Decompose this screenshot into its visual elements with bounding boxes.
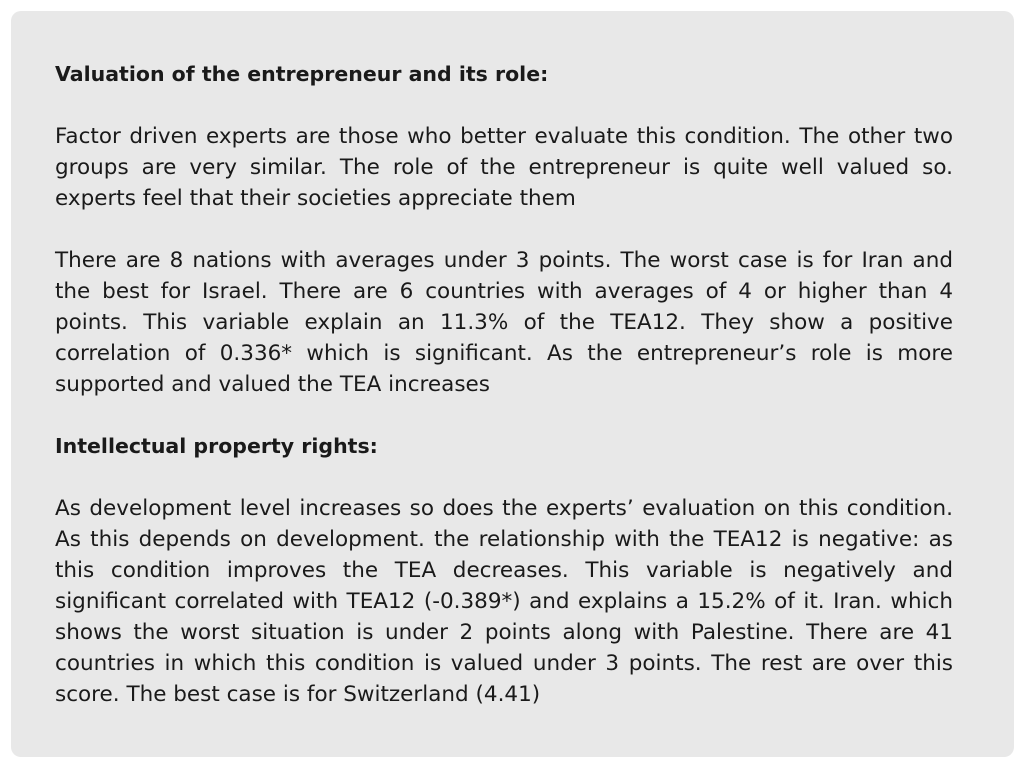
spacer xyxy=(55,400,953,431)
slide-background xyxy=(11,11,1014,757)
spacer xyxy=(55,90,953,121)
paragraph-development-level: As development level increases so does the experts’ evaluation on this condition. As this depends on development. the relationship with the TEA12 is negative: as this condition improves the TEA decreases. This variable is negatively and significant correlated with TEA12 (-0.389*) and explains a 15.2% of it. Iran. which shows the worst situation is under 2 points along with Palestine. There are 41 countries in which this condition is valued under 3 points. The rest are over this score. The best case is for Switzerland (4.41) xyxy=(55,496,953,707)
paragraph-factor-driven-experts: Factor driven experts are those who better evaluate this condition. The other two groups are very similar. The role of the entrepreneur is quite well valued so. experts feel that their societies appreciate them xyxy=(55,124,953,211)
section-heading-intellectual-property: Intellectual property rights: xyxy=(55,434,378,458)
spacer xyxy=(55,214,953,245)
paragraph-nations-averages: There are 8 nations with averages under 3 points. The worst case is for Iran and the best for Israel. There are 6 countries with averages of 4 or higher than 4 points. This variable explain an 11.3% of the TEA12. They show a positive correlation of 0.336* which is significant. As the entrepreneur’s role is more supported and valued the TEA increases xyxy=(55,248,953,397)
section-heading-entrepreneur-valuation: Valuation of the entrepreneur and its role: xyxy=(55,62,549,86)
slide-content xyxy=(55,59,953,710)
spacer xyxy=(55,462,953,493)
